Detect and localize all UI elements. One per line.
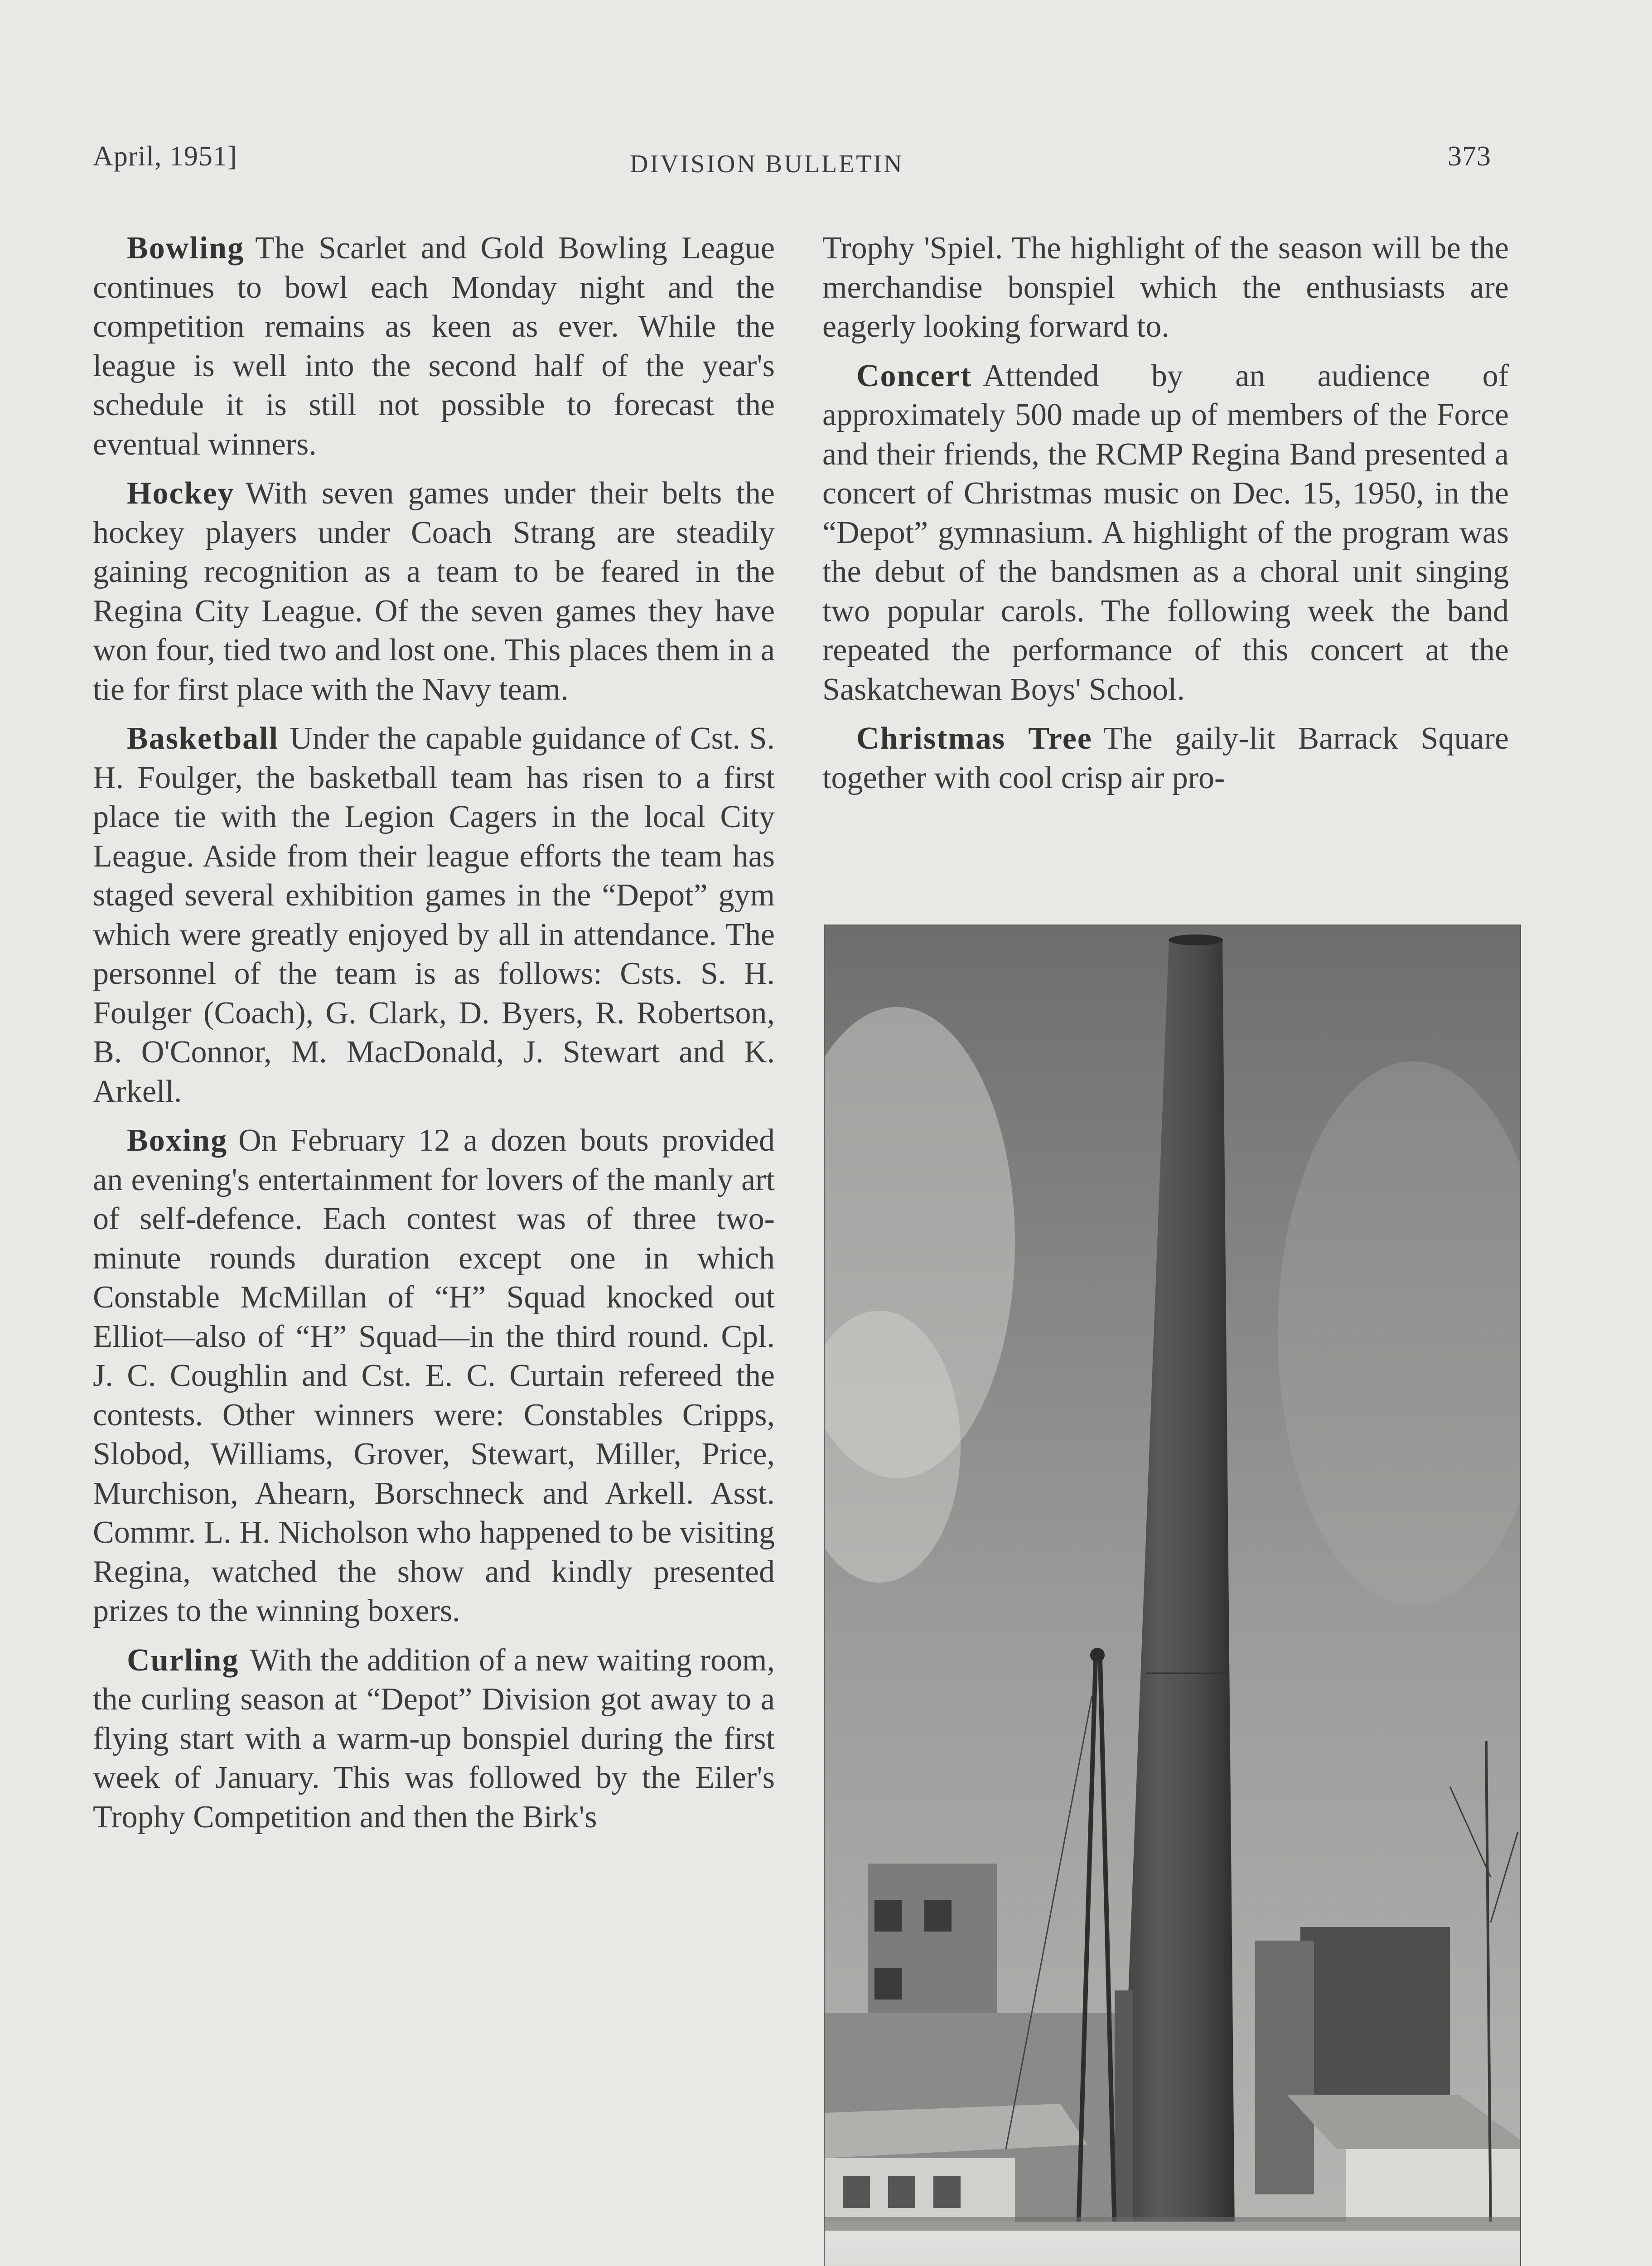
section-text: Under the capable guidance of Cst. S. H. Foulger, the basketball team has risen to a first place tie with the Legion Cagers in the local City League. Aside from their league efforts the team has staged several exhibition games in the “Depot” gym which were greatly enjoyed by all in attendance. The personnel of the team is as follows: Csts. S. H. Foulger (Coach), G. Clark, D. Byers, R. Robertson, B. O'Connor, M. MacDonald, J. Stewart and K. Arkell. (93, 721, 775, 1109)
issue-date: April, 1951] (93, 141, 237, 172)
smokestack-photo-drawing (825, 925, 1520, 2266)
section-bowling (93, 229, 775, 464)
curling-continuation: Trophy 'Spiel. The highlight of the season will be the merchandise bonspiel which the enthusiasts are eagerly looking forward to. (822, 231, 1509, 344)
section-heading: Curling (127, 1642, 239, 1678)
section-heading: Hockey (127, 476, 235, 511)
section-text: With seven games under their belts the hockey players under Coach Strang are steadily gaining recognition as a team to be feared in the Regina City League. Of the seven games they have won four, tied two and lost one. This places them in a tie for first place with the Navy team. (93, 476, 775, 707)
section-heading: Basketball (127, 721, 279, 756)
section-hockey (93, 474, 775, 709)
publication-title: DIVISION BULLETIN (630, 150, 904, 178)
section-heading: Concert (856, 358, 972, 393)
section-boxing (93, 1121, 775, 1631)
section-concert (822, 357, 1509, 710)
left-column (93, 229, 775, 1847)
section-text: Attended by an audience of approximately 500 made up of members of the Force and their friends, the RCMP Regina Band presented a concert of Christmas music on Dec. 15, 1950, in the “Depot” gymnasium. A highlight of the program was the debut of the bandsmen as a choral unit singing two popular carols. The following week the band repeated the performance of this concert at the Saskatchewan Boys' School. (822, 358, 1509, 707)
section-heading: Boxing (127, 1123, 228, 1158)
section-curling (93, 1641, 775, 1837)
page-number: 373 (1448, 141, 1491, 172)
section-text: The gaily-lit Barrack Square together with cool crisp air pro- (822, 721, 1509, 795)
section-text: On February 12 a dozen bouts provided an evening's entertainment for lovers of the manly art of self-defence. Each contest was of three two-minute rounds duration except one in which Constable McMillan of “H” Squad knocked out Elliot—also of “H” Squad—in the third round. Cpl. J. C. Coughlin and Cst. E. C. Curtain refereed the contests. Other winners were: Constables Cripps, Slobod, Williams, Grover, Stewart, Miller, Price, Murchison, Ahearn, Borschneck and Arkell. Asst. Commr. L. H. Nicholson who happened to be visiting Regina, watched the show and kindly presented prizes to the winning boxers. (93, 1123, 775, 1628)
section-christmas-tree (822, 719, 1509, 798)
running-head (0, 136, 1652, 177)
right-column (822, 229, 1509, 808)
section-heading: Bowling (127, 231, 245, 266)
section-basketball (93, 719, 775, 1111)
section-text: The Scarlet and Gold Bowling League continues to bowl each Monday night and the competition remains as keen as ever. While the league is well into the second half of the year's schedule it is still not possible to forecast the eventual winners. (93, 231, 775, 462)
section-text: With the addition of a new waiting room, the curling season at “Depot” Division got away to a flying start with a warm-up bonspiel during the first week of January. This was followed by the Eiler's Trophy Competition and then the Birk's (93, 1642, 775, 1835)
smokestack-photo (824, 925, 1521, 2266)
section-heading: Christmas Tree (856, 721, 1092, 756)
